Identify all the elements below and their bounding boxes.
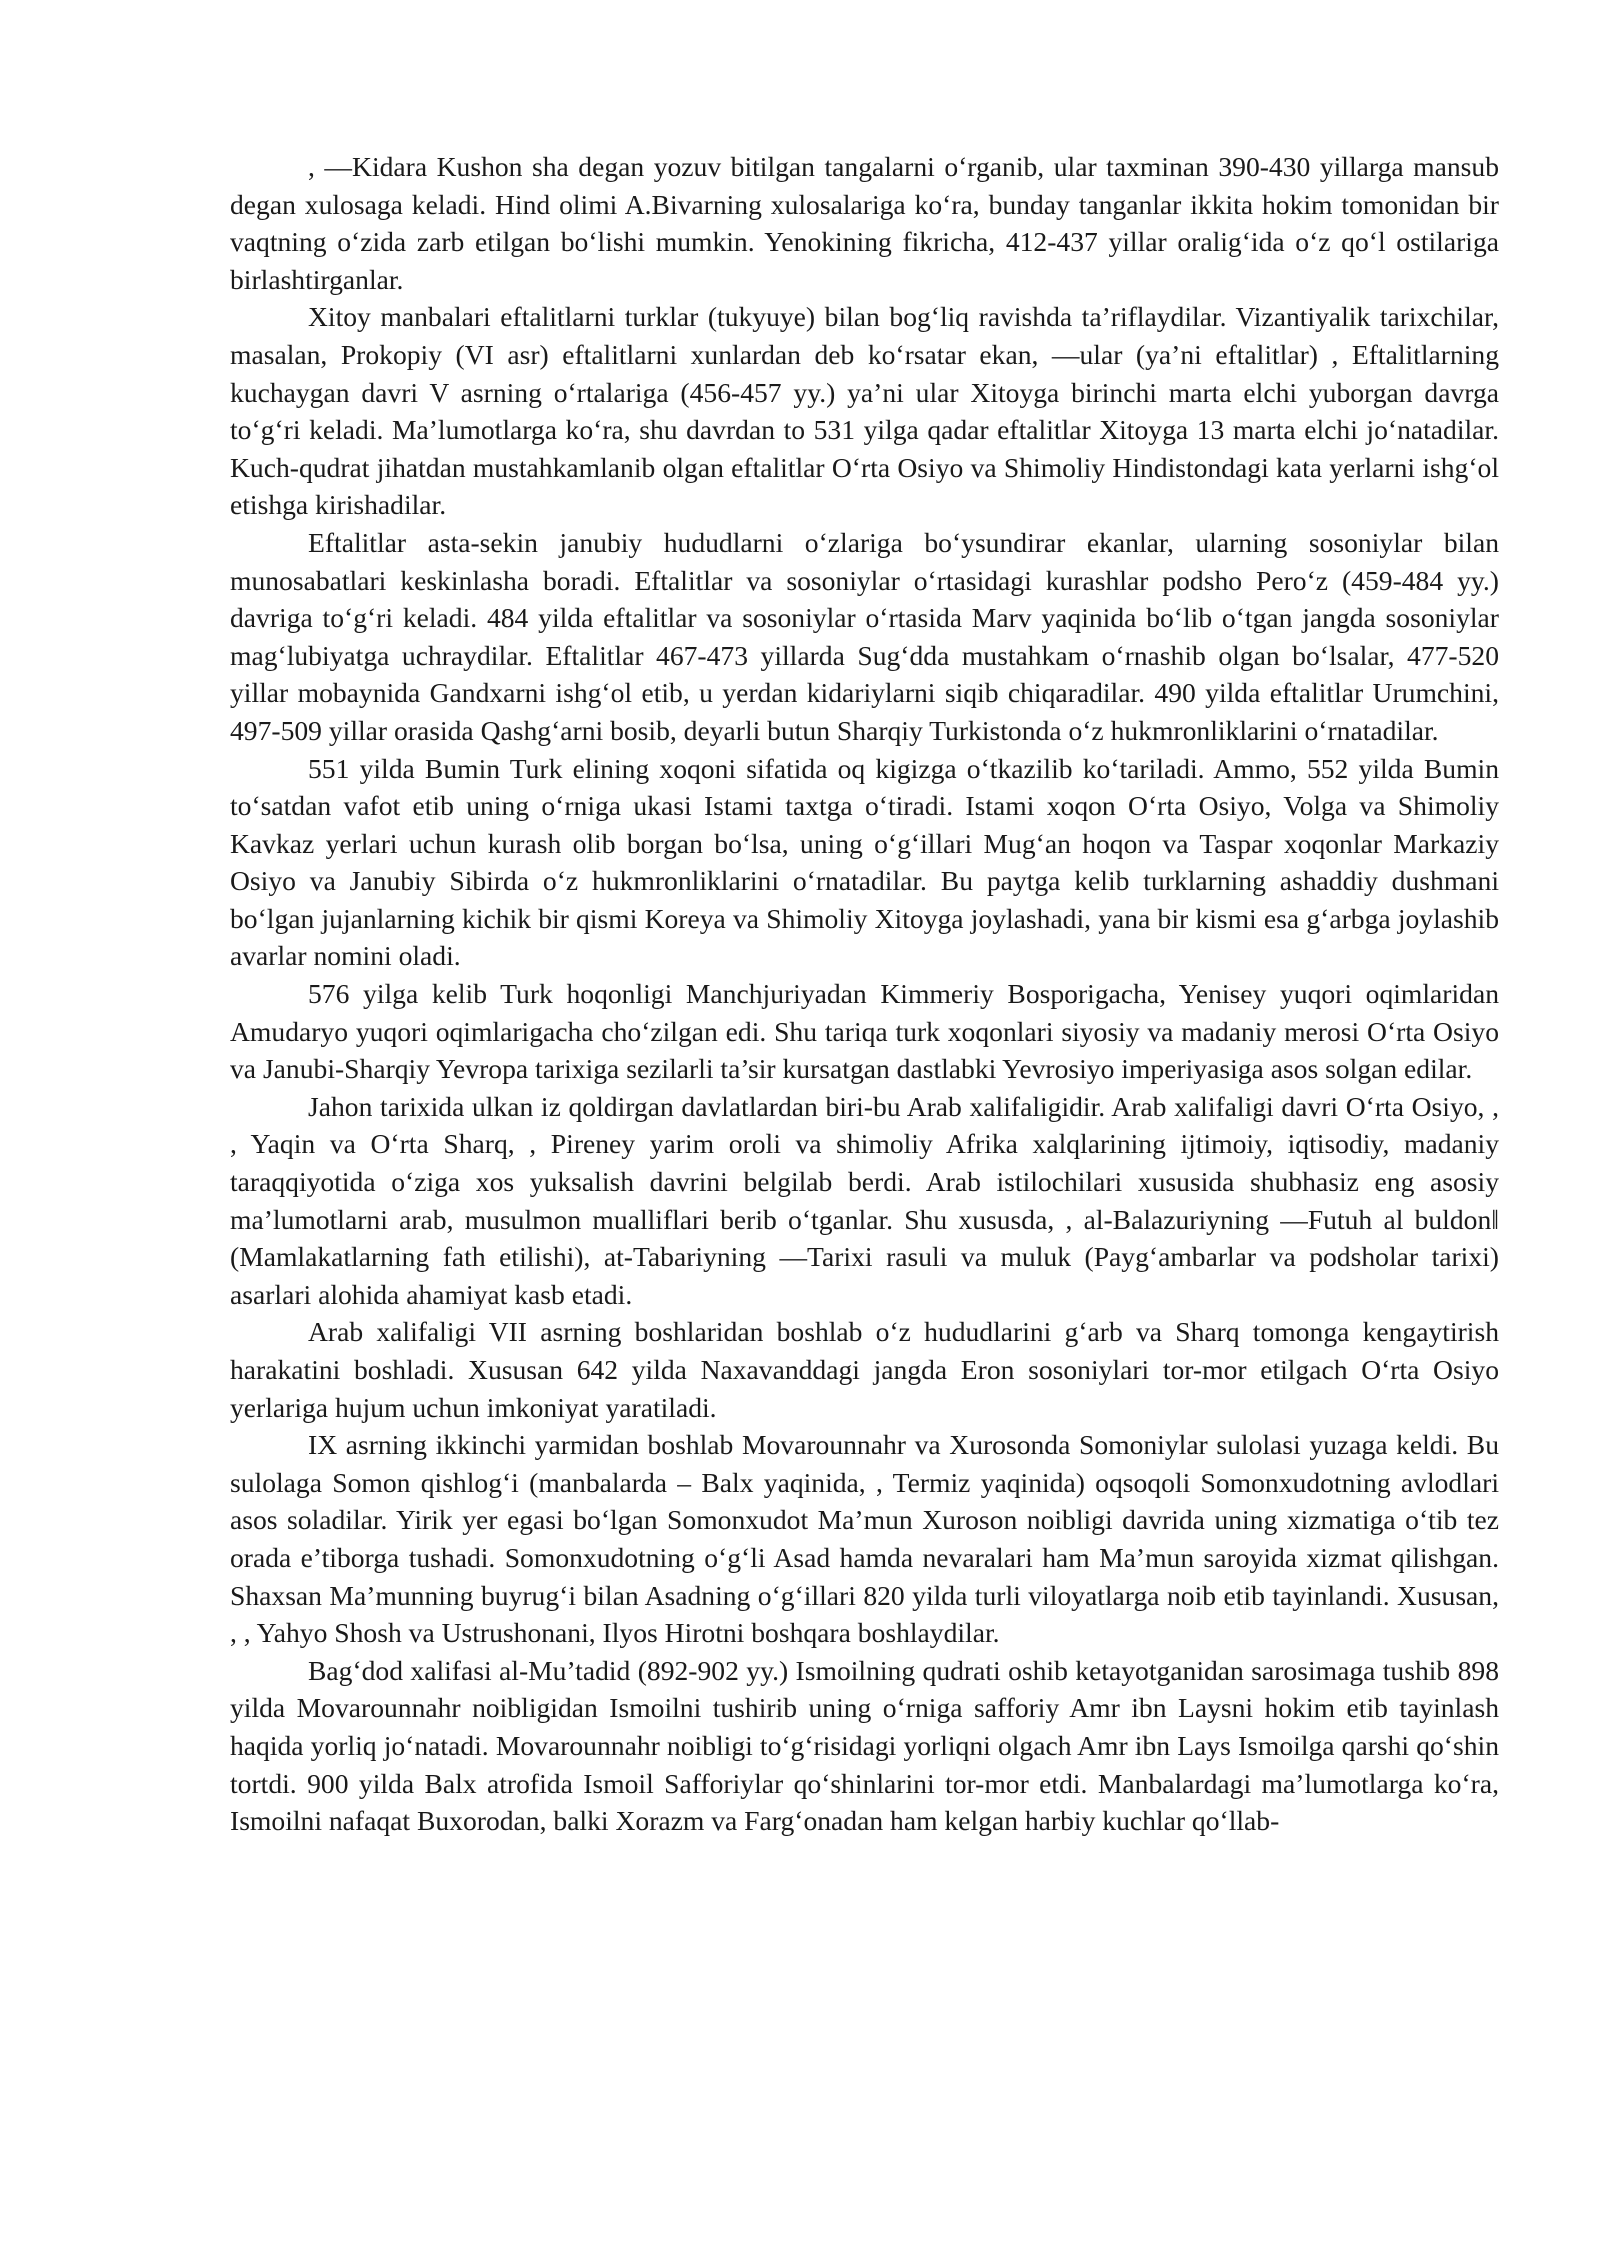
paragraph-3: Eftalitlar asta-sekin janubiy hududlarni o‘zlariga bo‘ysundirar ekanlar, ularning sosoniylar bilan munosabatlari keskinlasha boradi. Eftalitlar va sosoniylar o‘rtasidagi kurashlar podsho Pero‘z (459-484 yy.) davriga to‘g‘ri keladi. 484 yilda eftalitlar va sosoniylar o‘rtasida Marv yaqinida bo‘lib o‘tgan jangda sosoniylar mag‘lubiyatga uchraydilar. Eftalitlar 467-473 yillarda Sug‘dda mustahkam o‘rnashib olgan bo‘lsalar, 477-520 yillar mobaynida Gandxarni ishg‘ol etib, u yerdan kidariylarni siqib chiqaradilar. 490 yilda eftalitlar Urumchini, 497-509 yillar orasida Qashg‘arni bosib, deyarli butun Sharqiy Turkistonda o‘z hukmronliklarini o‘rnatadilar. [230,526,1499,746]
paragraph-8: IX asrning ikkinchi yarmidan boshlab Movarounnahr va Xurosonda Somoniylar sulolasi yuzaga keldi. Bu sulolaga Somon qishlog‘i (manbalarda – Balx yaqinida, , Termiz yaqinida) oqsoqoli Somonxudotning avlodlari asos soladilar. Yirik yer egasi bo‘lgan Somonxudot Ma’mun Xuroson noibligi davrida uning xizmatiga o‘tib tez orada e’tiborga tushadi. Somonxudotning o‘g‘li Asad hamda nevaralari ham Ma’mun saroyida xizmat qilishgan. Shaxsan Ma’munning buyrug‘i bilan Asadning o‘g‘illari 820 yilda turli viloyatlarga noib etib tayinlandi. Xususan, , , Yahyo Shosh va Ustrushonani, Ilyos Hirotni boshqara boshlaydilar. [230,1429,1499,1649]
paragraph-5: 576 yilga kelib Turk hoqonligi Manchjuriyadan Kimmeriy Bosporigacha, Yenisey yuqori oqimlaridan Amudaryo yuqori oqimlarigacha cho‘zilgan edi. Shu tariqa turk xoqonlari siyosiy va madaniy merosi O‘rta Osiyo va Janubi-Sharqiy Yevropa tarixiga sezilarli ta’sir kursatgan dastlabki Yevrosiyo imperiyasiga asos solgan edilar. [230,978,1499,1085]
paragraph-6: Jahon tarixida ulkan iz qoldirgan davlatlardan biri-bu Arab xalifaligidir. Arab xalifaligi davri O‘rta Osiyo, , , Yaqin va O‘rta Sharq, , Pireney yarim oroli va shimoliy Afrika xalqlarining ijtimoiy, iqtisodiy, madaniy taraqqiyotida o‘ziga xos yuksalish davrini belgilab berdi. Arab istilochilari xususida shubhasiz eng asosiy ma’lumotlarni arab, musulmon mualliflari berib o‘tganlar. Shu xususda, , al-Balazuriyning —Futuh al buldon‖ (Mamlakatlarning fath etilishi), at-Tabariyning —Tarixi rasuli va muluk (Payg‘ambarlar va podsholar tarixi) asarlari alohida ahamiyat kasb etadi. [230,1090,1499,1310]
paragraph-1: , —Kidara Kushon sha degan yozuv bitilgan tangalarni o‘rganib, ular taxminan 390-430 yillarga mansub degan xulosaga keladi. Hind olimi A.Bivarning xulosalariga ko‘ra, bunday tanganlar ikkita hokim tomonidan bir vaqtning o‘zida zarb etilgan bo‘lishi mumkin. Yenokining fikricha, 412-437 yillar oralig‘ida o‘z qo‘l ostilariga birlashtirganlar. [230,151,1499,295]
paragraph-7: Arab xalifaligi VII asrning boshlaridan boshlab o‘z hududlarini g‘arb va Sharq tomonga kengaytirish harakatini boshladi. Xususan 642 yilda Naxavanddagi jangda Eron sosoniylari tor-mor etilgach O‘rta Osiyo yerlariga hujum uchun imkoniyat yaratiladi. [230,1316,1499,1423]
document-page [230,148,1499,1840]
paragraph-9: Bag‘dod xalifasi al-Mu’tadid (892-902 yy.) Ismoilning qudrati oshib ketayotganidan sarosimaga tushib 898 yilda Movarounnahr noibligidan Ismoilni tushirib uning o‘rniga safforiy Amr ibn Laysni hokim etib tayinlash haqida yorliq jo‘natadi. Movarounnahr noibligi to‘g‘risidagi yorliqni olgach Amr ibn Lays Ismoilga qarshi qo‘shin tortdi. 900 yilda Balx atrofida Ismoil Safforiylar qo‘shinlarini tor-mor etdi. Manbalardagi ma’lumotlarga ko‘ra, Ismoilni nafaqat Buxorodan, balki Xorazm va Farg‘onadan ham kelgan harbiy kuchlar qo‘llab- [230,1654,1499,1837]
paragraph-4: 551 yilda Bumin Turk elining xoqoni sifatida oq kigizga o‘tkazilib ko‘tariladi. Ammo, 552 yilda Bumin to‘satdan vafot etib uning o‘rniga ukasi Istami taxtga o‘tiradi. Istami xoqon O‘rta Osiyo, Volga va Shimoliy Kavkaz yerlari uchun kurash olib borgan bo‘lsa, uning o‘g‘illari Mug‘an hoqon va Taspar xoqonlar Markaziy Osiyo va Janubiy Sibirda o‘z hukmronliklarini o‘rnatadilar. Bu paytga kelib turklarning ashaddiy dushmani bo‘lgan jujanlarning kichik bir qismi Koreya va Shimoliy Xitoyga joylashadi, yana bir kismi esa g‘arbga joylashib avarlar nomini oladi. [230,752,1499,972]
paragraph-2: Xitoy manbalari eftalitlarni turklar (tukyuye) bilan bog‘liq ravishda ta’riflaydilar. Vizantiyalik tarixchilar, masalan, Prokopiy (VI asr) eftalitlarni xunlardan deb ko‘rsatar ekan, —ular (ya’ni eftalitlar) , Eftalitlarning kuchaygan davri V asrning o‘rtalariga (456-457 yy.) ya’ni ular Xitoyga birinchi marta elchi yuborgan davrga to‘g‘ri keladi. Ma’lumotlarga ko‘ra, shu davrdan to 531 yilga qadar eftalitlar Xitoyga 13 marta elchi jo‘natadilar. Kuch-qudrat jihatdan mustahkamlanib olgan eftalitlar O‘rta Osiyo va Shimoliy Hindistondagi kata yerlarni ishg‘ol etishga kirishadilar. [230,301,1499,521]
